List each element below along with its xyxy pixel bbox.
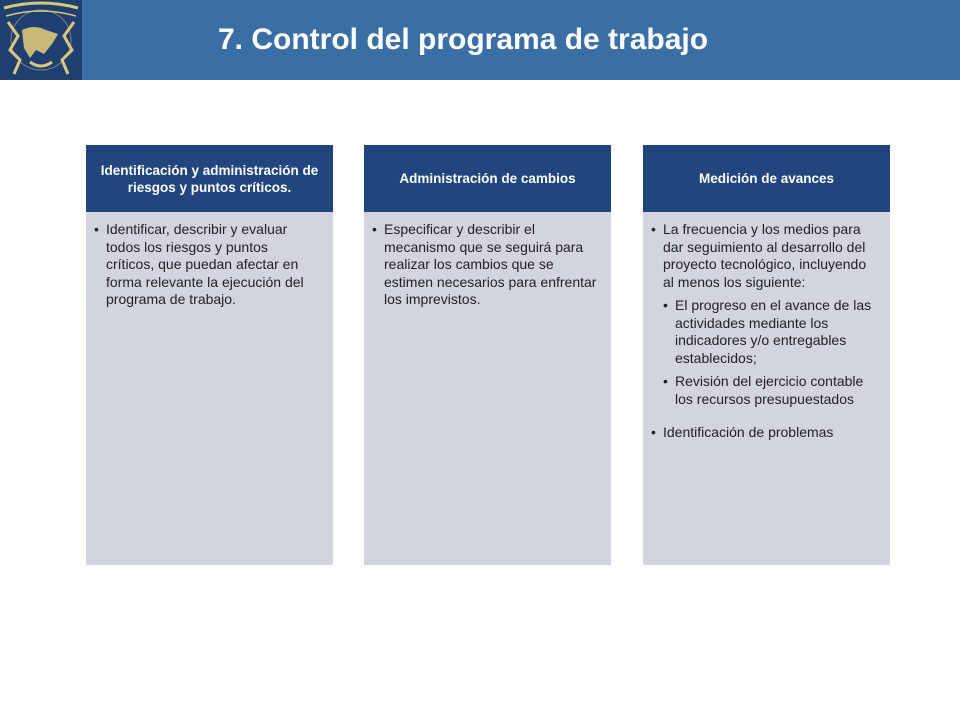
column-header: Medición de avances: [643, 145, 890, 212]
list-item: • Identificación de problemas: [651, 424, 876, 442]
bullet-list: [372, 221, 597, 309]
list-item: • Especificar y describir el mecanismo que se seguirá para realizar los cambios que se estimen necesarios para enfrentar los imprevistos.: [372, 221, 597, 309]
column-change-management: [364, 145, 611, 565]
column-body: [364, 212, 611, 309]
list-item-text: La frecuencia y los medios para dar seguimiento al desarrollo del proyecto tecnológico, incluyendo al menos los siguiente:: [663, 221, 867, 290]
list-item: • Identificar, describir y evaluar todos los riesgos y puntos críticos, que puedan afectar en forma relevante la ejecución del programa de trabajo.: [94, 221, 319, 309]
unam-crest-icon: [0, 0, 82, 80]
column-header: Identificación y administración de riesgos y puntos críticos.: [86, 145, 333, 212]
sub-list-item: • El progreso en el avance de las actividades mediante los indicadores y/o entregables establecidos;: [663, 297, 876, 367]
bullet-list: [94, 221, 319, 309]
column-header: Administración de cambios: [364, 145, 611, 212]
page-title: 7. Control del programa de trabajo: [218, 23, 709, 56]
sub-bullet-list: [663, 297, 876, 408]
column-risk-management: [86, 145, 333, 565]
title-bar: [0, 0, 960, 80]
bullet-list: [651, 221, 876, 442]
column-body: [86, 212, 333, 309]
column-body: [643, 212, 890, 442]
list-item: [651, 221, 876, 408]
column-progress-measurement: [643, 145, 890, 565]
sub-list-item: • Revisión del ejercicio contable los recursos presupuestados: [663, 373, 876, 408]
